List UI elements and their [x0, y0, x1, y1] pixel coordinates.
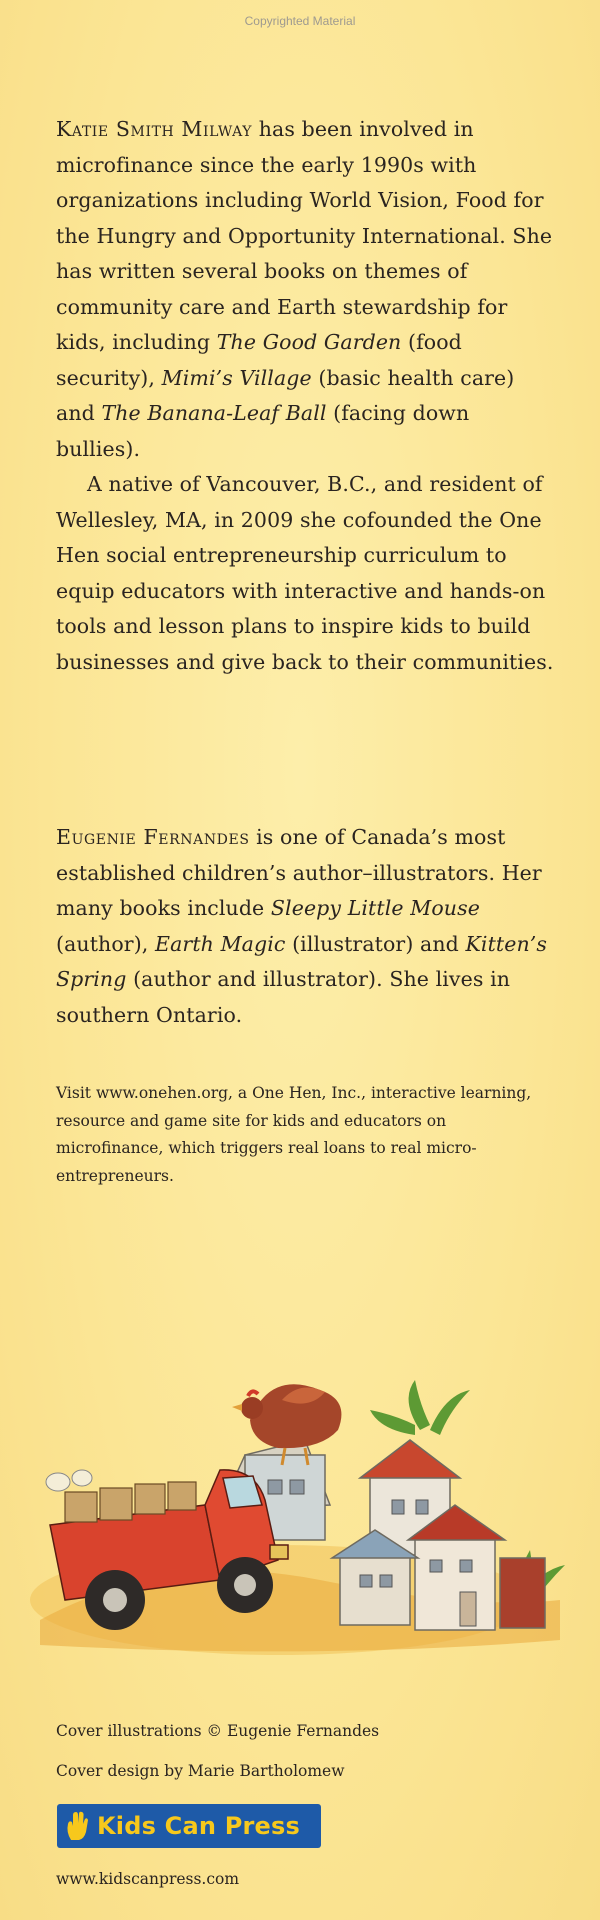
author-bio-paragraph-2: A native of Vancouver, B.C., and resident of Wellesley, MA, in 2009 she cofounded the One Hen social entrepreneurship curriculum to equip educators with interactive and hands-on tools and lesson plans to inspire kids to build businesses and give back to their communities.: [56, 472, 554, 674]
watermark: Copyrighted Material: [244, 14, 356, 28]
author-bio-paragraph-1: Katie Smith Milway has been involved in microfinance since the early 1990s with organizations including World Vision, Food for the Hungry and Opportunity International. She has written several books on themes of community care and Earth stewardship for kids, including The Good Garden (food security), Mimi’s Village (basic health care) and The Banana-Leaf Ball (facing down bullies).: [56, 117, 553, 461]
book-title: Sleepy Little Mouse: [270, 896, 480, 920]
hand-icon: [65, 1810, 89, 1842]
cover-design-credit: Cover design by Marie Bartholomew: [56, 1762, 345, 1780]
illustrator-bio: [56, 820, 556, 1033]
book-title: The Good Garden: [216, 330, 402, 354]
illustrator-bio-paragraph: Eugenie Fernandes is one of Canada’s most established children’s author–illustrators. Her many books include Sleepy Little Mouse (author), Earth Magic (illustrator) and Kitten’s Spring (author and illustrator). She lives in southern Ontario.: [56, 825, 548, 1027]
author-name: Katie Smith Milway: [56, 117, 253, 141]
publisher-logo: [57, 1804, 321, 1848]
cover-illustrations-credit: Cover illustrations © Eugenie Fernandes: [56, 1722, 380, 1740]
book-title: Kitten’s Spring: [56, 931, 548, 991]
author-bio: [56, 112, 556, 680]
book-title: Earth Magic: [155, 931, 286, 956]
visit-note: Visit www.onehen.org, a One Hen, Inc., interactive learning, resource and game site for kids and educators on microfinance, which triggers real loans to real micro-entrepreneurs.: [56, 1084, 532, 1185]
book-title: The Banana-Leaf Ball: [101, 401, 327, 425]
illustrator-name: Eugenie Fernandes: [56, 825, 250, 849]
publisher-website: www.kidscanpress.com: [56, 1870, 240, 1888]
truck-hen-illustration: [20, 1300, 580, 1660]
publisher-name: Kids Can Press: [97, 1812, 300, 1840]
book-title: Mimi’s Village: [161, 365, 312, 390]
